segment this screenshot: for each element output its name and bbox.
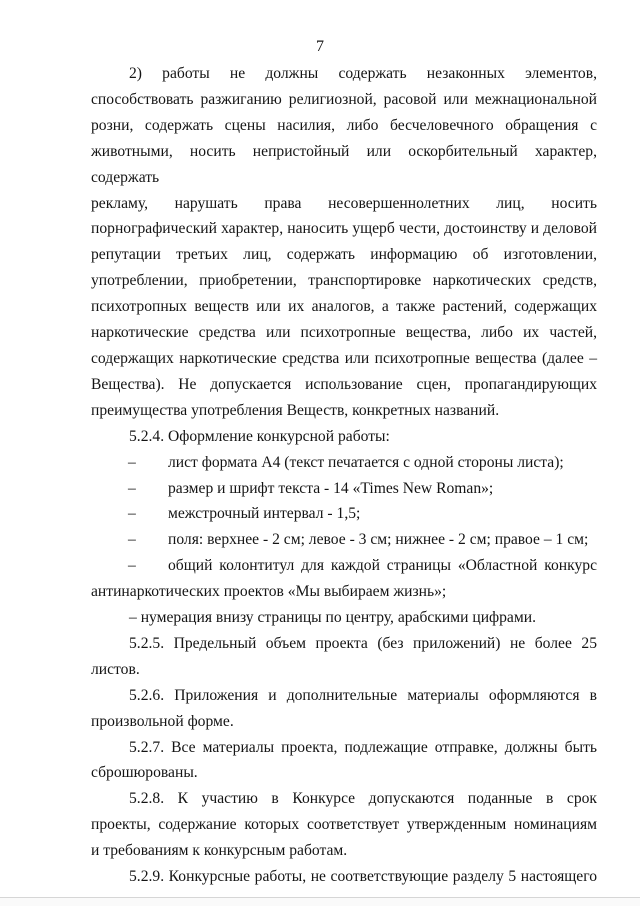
- text-line: способствовать разжиганию религиозной, расовой или межнациональной: [91, 90, 597, 108]
- section-5-2-9: 5.2.9. Конкурсные работы, не соответствующие разделу 5 настоящего: [129, 868, 597, 886]
- text-line: психотропных веществ или их аналогов, а также растений, содержащих: [91, 298, 597, 316]
- section-5-2-6: 5.2.6. Приложения и дополнительные материалы оформляются в: [129, 686, 597, 704]
- list-item: [91, 501, 597, 527]
- text-line: Вещества). Не допускается использование сцен, пропагандирующих: [91, 375, 597, 393]
- section-5-2-8-cont: и требованиям к конкурсным работам.: [91, 842, 348, 860]
- text-line: употреблении, приобретении, транспортировке наркотических средств,: [91, 272, 597, 290]
- document-body: [91, 61, 597, 890]
- list-item-text: общий колонтитул для каждой страницы «Областной конкурс: [168, 557, 597, 575]
- text-line: розни, содержать сцены насилия, либо бесчеловечного обращения с: [91, 116, 597, 134]
- page-number: 7: [316, 38, 324, 55]
- dash-marker: –: [128, 531, 136, 549]
- text-line: животными, носить непристойный или оскорбительный характер, содержать: [91, 142, 597, 186]
- section-5-2-8: 5.2.8. К участию в Конкурсе допускаются поданные в срок: [129, 790, 597, 808]
- dash-marker: –: [128, 557, 136, 575]
- section-5-2-7-cont: сброшюрованы.: [91, 764, 198, 782]
- text-line: 2) работы не должны содержать незаконных элементов,: [129, 65, 597, 82]
- text-line: содержащих наркотические средства или психотропные вещества (далее –: [91, 349, 597, 367]
- list-item: – нумерация внизу страницы по центру, арабскими цифрами.: [129, 609, 536, 627]
- section-5-2-5: 5.2.5. Предельный объем проекта (без приложений) не более 25 листов.: [91, 634, 597, 678]
- item-2-paragraph: [91, 61, 597, 424]
- list-item-text: размер и шрифт текста - 14 «Times New Roman»;: [168, 479, 494, 497]
- list-item-text: межстрочный интервал - 1,5;: [168, 505, 361, 523]
- dash-marker: –: [128, 505, 136, 523]
- list-item-text: лист формата А4 (текст печатается с одной стороны листа);: [168, 453, 564, 471]
- section-5-2-7: 5.2.7. Все материалы проекта, подлежащие отправке, должны быть: [129, 738, 597, 756]
- list-item: [91, 450, 597, 476]
- text-line: наркотические средства или психотропные вещества, либо их частей,: [91, 324, 597, 342]
- list-item-text: поля: верхнее - 2 см; левое - 3 см; нижнее - 2 см; правое – 1 см;: [168, 531, 589, 549]
- text-line: преимущества употребления Веществ, конкретных названий.: [91, 401, 500, 419]
- section-5-2-8-cont: проекты, содержание которых соответствует утвержденным номинациям: [91, 816, 597, 834]
- text-line: рекламу, нарушать права несовершеннолетних лиц, носить: [91, 194, 597, 212]
- dash-marker: –: [128, 479, 136, 497]
- list-item: [91, 553, 597, 579]
- dash-marker: –: [128, 453, 136, 471]
- text-line: репутации третьих лиц, содержать информацию об изготовлении,: [91, 246, 597, 264]
- list-item: [91, 527, 597, 553]
- text-line: порнографический характер, наносить ущерб чести, достоинству и деловой: [91, 220, 597, 238]
- section-5-2-6-cont: произвольной форме.: [91, 712, 234, 730]
- list-item-continuation: антинаркотических проектов «Мы выбираем жизнь»;: [91, 583, 447, 601]
- list-item: [91, 476, 597, 502]
- section-5-2-4-heading: 5.2.4. Оформление конкурсной работы:: [129, 427, 390, 445]
